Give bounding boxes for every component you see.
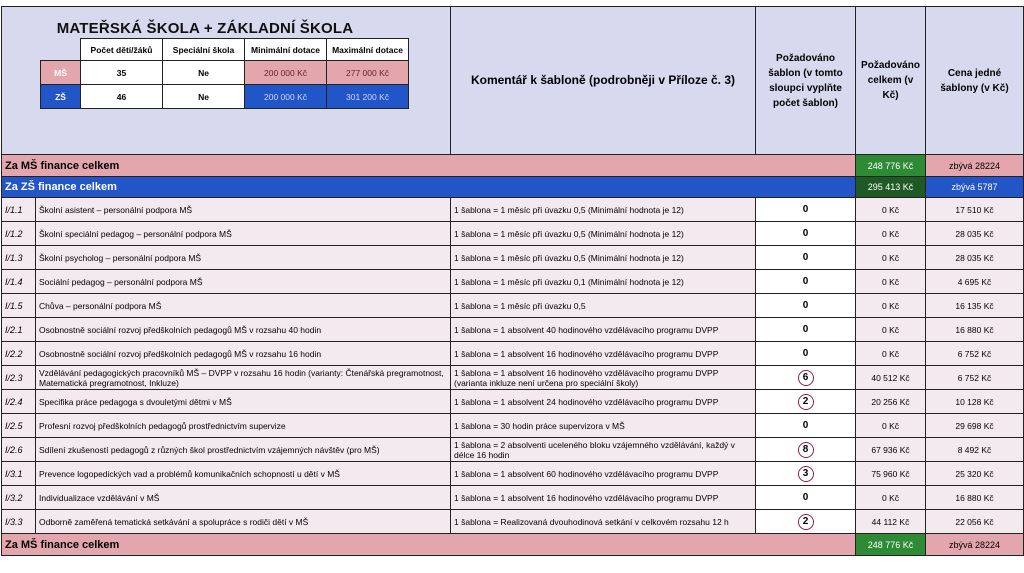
summary-children[interactable]: 46 [81,85,163,109]
template-count-cell[interactable] [756,222,856,246]
template-total: 0 Kč [856,318,926,342]
unit-price-header: Cena jedné šablony (v Kč) [926,7,1024,155]
requested-total-header: Požadováno celkem (v Kč) [856,7,926,155]
template-count: 0 [802,204,809,215]
template-total: 40 512 Kč [856,366,926,390]
template-price: 17 510 Kč [926,198,1024,222]
template-count-cell[interactable] [756,390,856,414]
summary-row-zs [41,85,409,109]
summary-max: 301 200 Kč [327,85,409,109]
table-row [2,462,1024,486]
template-count-cell[interactable] [756,414,856,438]
table-row [2,222,1024,246]
template-total: 0 Kč [856,270,926,294]
template-total: 20 256 Kč [856,390,926,414]
template-total: 44 112 Kč [856,510,926,534]
summary-children[interactable]: 35 [81,61,163,85]
table-row [2,390,1024,414]
template-comment: 1 šablona = 1 měsíc při úvazku 0,5 (Minimální hodnota je 12) [451,198,756,222]
template-code: I/1.3 [2,246,36,270]
template-comment: 1 šablona = 1 měsíc při úvazku 0,5 (Minimální hodnota je 12) [451,222,756,246]
ms-remaining: zbývá 28224 [926,155,1024,177]
summary-table [40,38,409,109]
table-row [2,486,1024,510]
template-code: I/1.1 [2,198,36,222]
template-count: 2 [798,514,814,530]
template-count-cell[interactable] [756,342,856,366]
template-comment: 1 šablona = 2 absolventi uceleného bloku vzájemného vzdělávání, každý v délce 16 hodin [451,438,756,462]
template-code: I/2.4 [2,390,36,414]
max-header: Maximální dotace [327,39,409,61]
template-count-cell[interactable] [756,198,856,222]
children-header: Počet dětí/žáků [81,39,163,61]
template-code: I/1.2 [2,222,36,246]
template-total: 75 960 Kč [856,462,926,486]
template-comment: 1 šablona = 1 absolvent 24 hodinového vzdělávacího programu DVPP [451,390,756,414]
template-count: 0 [802,252,809,263]
template-count-cell[interactable] [756,318,856,342]
template-price: 8 492 Kč [926,438,1024,462]
ms-total-label: Za MŠ finance celkem [2,155,856,177]
template-code: I/3.3 [2,510,36,534]
template-count: 8 [798,442,814,458]
template-count-cell[interactable] [756,366,856,390]
table-row [2,246,1024,270]
template-comment: 1 šablona = 1 absolvent 40 hodinového vzdělávacího programu DVPP [451,318,756,342]
template-name: Profesní rozvoj předškolních pedagogů prostřednictvím supervize [36,414,451,438]
template-comment: 1 šablona = 1 měsíc při úvazku 0,5 (Minimální hodnota je 12) [451,246,756,270]
table-row [2,318,1024,342]
template-count: 0 [802,228,809,239]
table-row [2,342,1024,366]
template-name: Sdílení zkušeností pedagogů z různých škol prostřednictvím vzájemných návštěv (pro MŠ) [36,438,451,462]
special-header: Speciální škola [163,39,245,61]
template-price: 16 880 Kč [926,486,1024,510]
template-count: 6 [798,370,814,386]
template-code: I/1.5 [2,294,36,318]
summary-special[interactable]: Ne [163,85,245,109]
template-count-cell[interactable] [756,246,856,270]
footer-total-row [2,534,1024,556]
template-comment: 1 šablona = 1 absolvent 16 hodinového vzdělávacího programu DVPP (varianta inkluze není určena pro speciální školy) [451,366,756,390]
summary-row-ms [41,61,409,85]
template-price: 22 056 Kč [926,510,1024,534]
template-name: Chůva – personální podpora MŠ [36,294,451,318]
template-name: Specifika práce pedagoga s dvouletými dětmi v MŠ [36,390,451,414]
template-total: 67 936 Kč [856,438,926,462]
template-total: 0 Kč [856,246,926,270]
summary-label: ZŠ [41,85,81,109]
template-code: I/1.4 [2,270,36,294]
template-code: I/2.3 [2,366,36,390]
template-comment: 1 šablona = 30 hodin práce supervizora v MŠ [451,414,756,438]
template-name: Sociální pedagog – personální podpora MŠ [36,270,451,294]
summary-min: 200 000 Kč [245,61,327,85]
template-comment: 1 šablona = 1 měsíc při úvazku 0,1 (Minimální hodnota je 12) [451,270,756,294]
template-count-cell[interactable] [756,294,856,318]
template-price: 16 135 Kč [926,294,1024,318]
footer-total-amount[interactable]: 248 776 Kč [856,534,926,556]
template-comment: 1 šablona = Realizovaná dvouhodinová setkání v celkovém rozsahu 12 h [451,510,756,534]
template-comment: 1 šablona = 1 absolvent 16 hodinového vzdělávacího programu DVPP [451,486,756,510]
template-price: 16 880 Kč [926,318,1024,342]
table-row [2,366,1024,390]
template-name: Školní speciální pedagog – personální podpora MŠ [36,222,451,246]
template-name: Individualizace vzdělávání v MŠ [36,486,451,510]
template-code: I/3.1 [2,462,36,486]
template-count: 0 [802,300,809,311]
template-name: Osobnostně sociální rozvoj předškolních pedagogů MŠ v rozsahu 40 hodin [36,318,451,342]
template-count: 0 [802,420,809,431]
template-count: 0 [802,348,809,359]
footer-total-label: Za MŠ finance celkem [2,534,856,556]
table-row [2,198,1024,222]
template-count-cell[interactable] [756,462,856,486]
template-code: I/3.2 [2,486,36,510]
summary-label: MŠ [41,61,81,85]
template-count-cell[interactable] [756,510,856,534]
ms-total-row [2,155,1024,177]
template-name: Prevence logopedických vad a problémů komunikačních schopností u dětí v MŠ [36,462,451,486]
template-count: 3 [798,466,814,482]
template-count-cell[interactable] [756,486,856,510]
table-row [2,438,1024,462]
table-row [2,510,1024,534]
template-code: I/2.5 [2,414,36,438]
footer-remaining: zbývá 28224 [926,534,1024,556]
template-count: 0 [802,276,809,287]
template-code: I/2.1 [2,318,36,342]
zs-total-row [2,177,1024,198]
template-comment: 1 šablona = 1 absolvent 16 hodinového vzdělávacího programu DVPP [451,342,756,366]
template-total: 0 Kč [856,414,926,438]
template-price: 29 698 Kč [926,414,1024,438]
summary-header-row [41,39,409,61]
template-name: Školní asistent – personální podpora MŠ [36,198,451,222]
template-price: 25 320 Kč [926,462,1024,486]
template-count: 0 [802,324,809,335]
page-title: MATEŘSKÁ ŠKOLA + ZÁKLADNÍ ŠKOLA [56,20,354,37]
template-code: I/2.2 [2,342,36,366]
template-name: Odborně zaměřená tematická setkávání a spolupráce s rodiči dětí v MŠ [36,510,451,534]
template-price: 28 035 Kč [926,222,1024,246]
template-name: Vzdělávání pedagogických pracovníků MŠ – DVPP v rozsahu 16 hodin (varianty: Čtenářská pregramotnost, Matematická pregramotnost, Inkluze) [36,366,451,390]
summary-min: 200 000 Kč [245,85,327,109]
summary-special[interactable]: Ne [163,61,245,85]
zs-total-amount[interactable]: 295 413 Kč [856,177,926,198]
template-comment: 1 šablona = 1 absolvent 60 hodinového vzdělávacího programu DVPP [451,462,756,486]
table-row [2,270,1024,294]
summary-max: 277 000 Kč [327,61,409,85]
template-total: 0 Kč [856,486,926,510]
table-row [2,294,1024,318]
template-total: 0 Kč [856,342,926,366]
template-price: 4 695 Kč [926,270,1024,294]
template-total: 0 Kč [856,198,926,222]
template-count: 2 [798,394,814,410]
template-total: 0 Kč [856,294,926,318]
template-price: 28 035 Kč [926,246,1024,270]
template-count-cell[interactable] [756,438,856,462]
comment-header: Komentář k šabloně (podrobněji v Příloze č. 3) [451,7,756,155]
summary-box [40,20,440,109]
template-count: 0 [802,492,809,503]
template-price: 6 752 Kč [926,342,1024,366]
template-rows [2,198,1024,534]
template-comment: 1 šablona = 1 měsíc při úvazku 0,5 [451,294,756,318]
template-total: 0 Kč [856,222,926,246]
template-price: 10 128 Kč [926,390,1024,414]
template-name: Osobnostně sociální rozvoj předškolních pedagogů MŠ v rozsahu 16 hodin [36,342,451,366]
template-price: 6 752 Kč [926,366,1024,390]
template-code: I/2.6 [2,438,36,462]
template-count-cell[interactable] [756,270,856,294]
requested-templates-header: Požadováno šablon (v tomto sloupci vyplňte počet šablon) [756,7,856,155]
template-name: Školní psycholog – personální podpora MŠ [36,246,451,270]
zs-remaining: zbývá 5787 [926,177,1024,198]
table-row [2,414,1024,438]
ms-total-amount[interactable]: 248 776 Kč [856,155,926,177]
zs-total-label: Za ZŠ finance celkem [2,177,856,198]
min-header: Minimální dotace [245,39,327,61]
